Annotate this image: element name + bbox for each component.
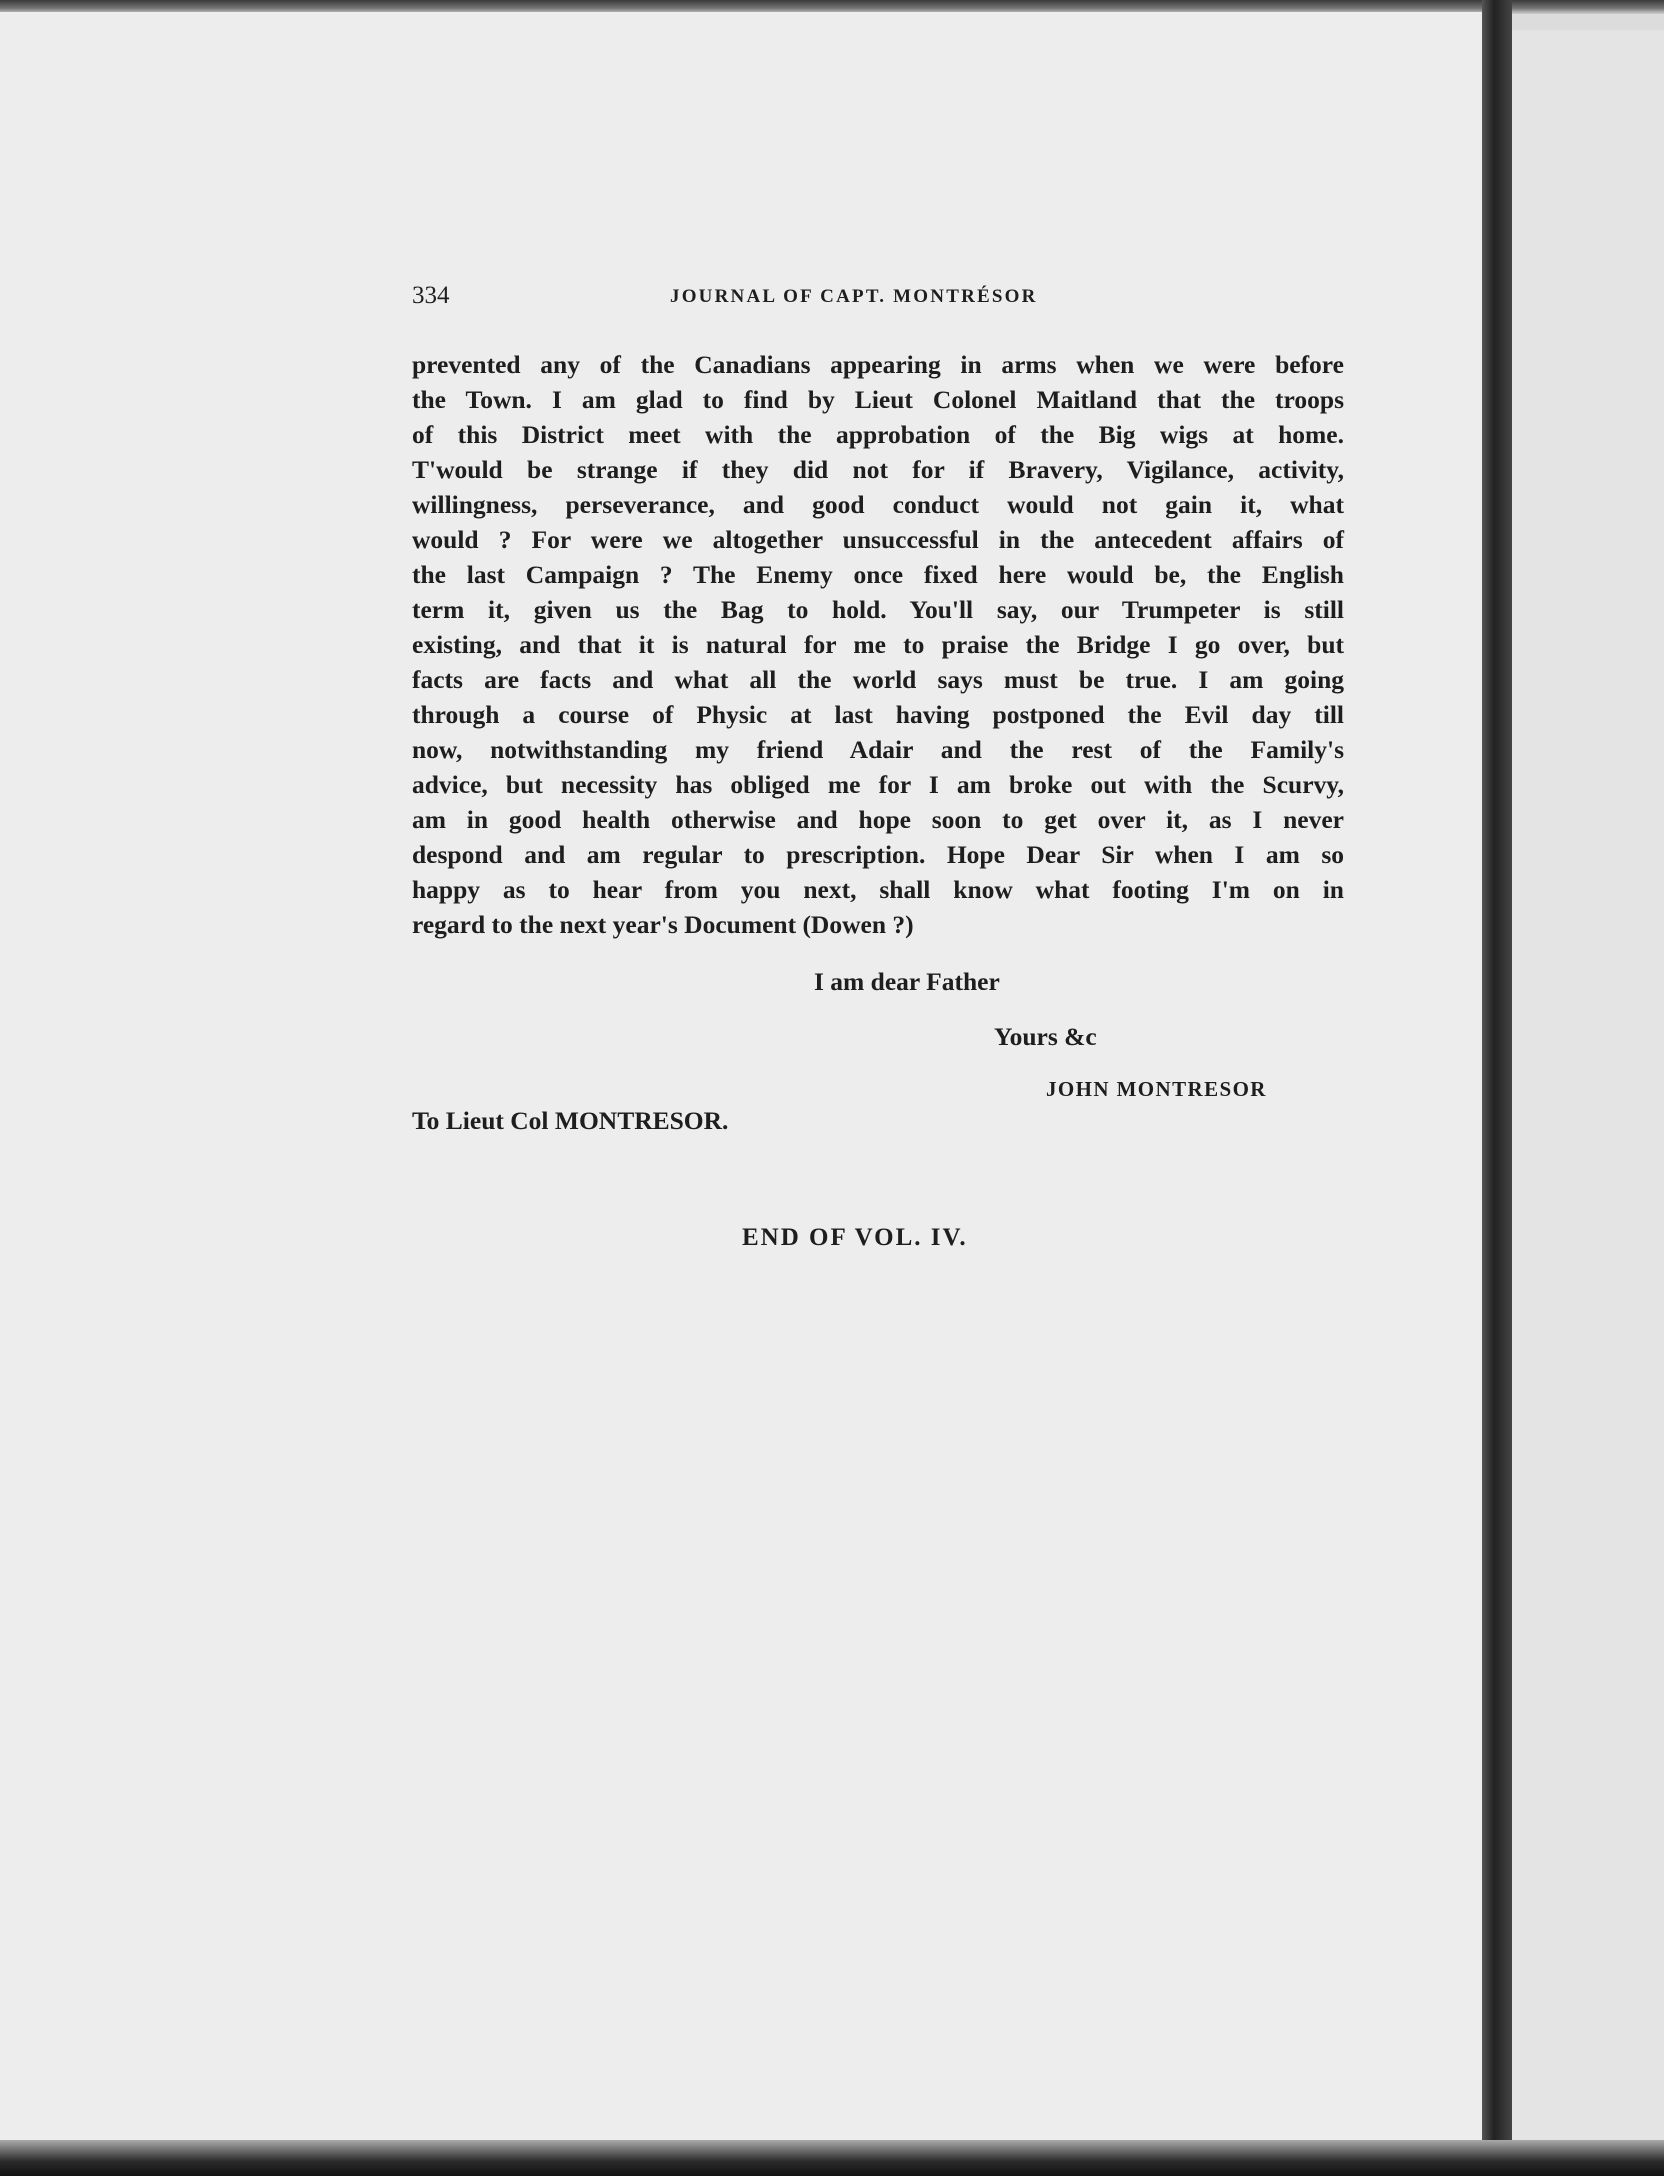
body-line: of this District meet with the approbation of the Big wigs at home. xyxy=(412,420,1344,449)
body-line: now, notwithstanding my friend Adair and the rest of the Family's xyxy=(412,735,1344,764)
body-line: advice, but necessity has obliged me for I am broke out with the Scurvy, xyxy=(412,770,1344,799)
body-line: would ? For were we altogether unsuccessful in the antecedent affairs of xyxy=(412,525,1344,554)
running-title: JOURNAL OF CAPT. MONTRÉSOR xyxy=(670,286,1038,307)
body-line: despond and am regular to prescription. Hope Dear Sir when I am so xyxy=(412,840,1344,869)
body-line: happy as to hear from you next, shall know what footing I'm on in xyxy=(412,875,1344,904)
page-number: 334 xyxy=(412,282,450,309)
facing-page-edge xyxy=(1512,30,1664,2140)
body-line: T'would be strange if they did not for if Bravery, Vigilance, activity, xyxy=(412,455,1344,484)
end-of-volume-note: END OF VOL. IV. xyxy=(742,1224,968,1251)
letter-valediction: Yours &c xyxy=(994,1022,1097,1051)
scan-bottom-edge xyxy=(0,2140,1664,2176)
body-line: existing, and that it is natural for me to praise the Bridge I go over, but xyxy=(412,630,1344,659)
book-gutter xyxy=(1482,0,1512,2176)
letter-salutation: I am dear Father xyxy=(814,967,1000,996)
body-line: regard to the next year's Document (Dowen ?) xyxy=(412,910,914,939)
body-line: the last Campaign ? The Enemy once fixed here would be, the English xyxy=(412,560,1344,589)
body-line: through a course of Physic at last having postponed the Evil day till xyxy=(412,700,1344,729)
body-line: term it, given us the Bag to hold. You'll say, our Trumpeter is still xyxy=(412,595,1344,624)
running-head xyxy=(412,282,1344,316)
letter-body xyxy=(412,347,1344,942)
body-line: am in good health otherwise and hope soon to get over it, as I never xyxy=(412,805,1344,834)
body-line: facts are facts and what all the world says must be true. I am going xyxy=(412,665,1344,694)
body-line: prevented any of the Canadians appearing in arms when we were before xyxy=(412,350,1344,379)
body-line: willingness, perseverance, and good conduct would not gain it, what xyxy=(412,490,1344,519)
letter-signature: JOHN MONTRESOR xyxy=(1046,1077,1267,1101)
body-line: the Town. I am glad to find by Lieut Colonel Maitland that the troops xyxy=(412,385,1344,414)
letter-recipient: To Lieut Col MONTRESOR. xyxy=(412,1106,729,1135)
